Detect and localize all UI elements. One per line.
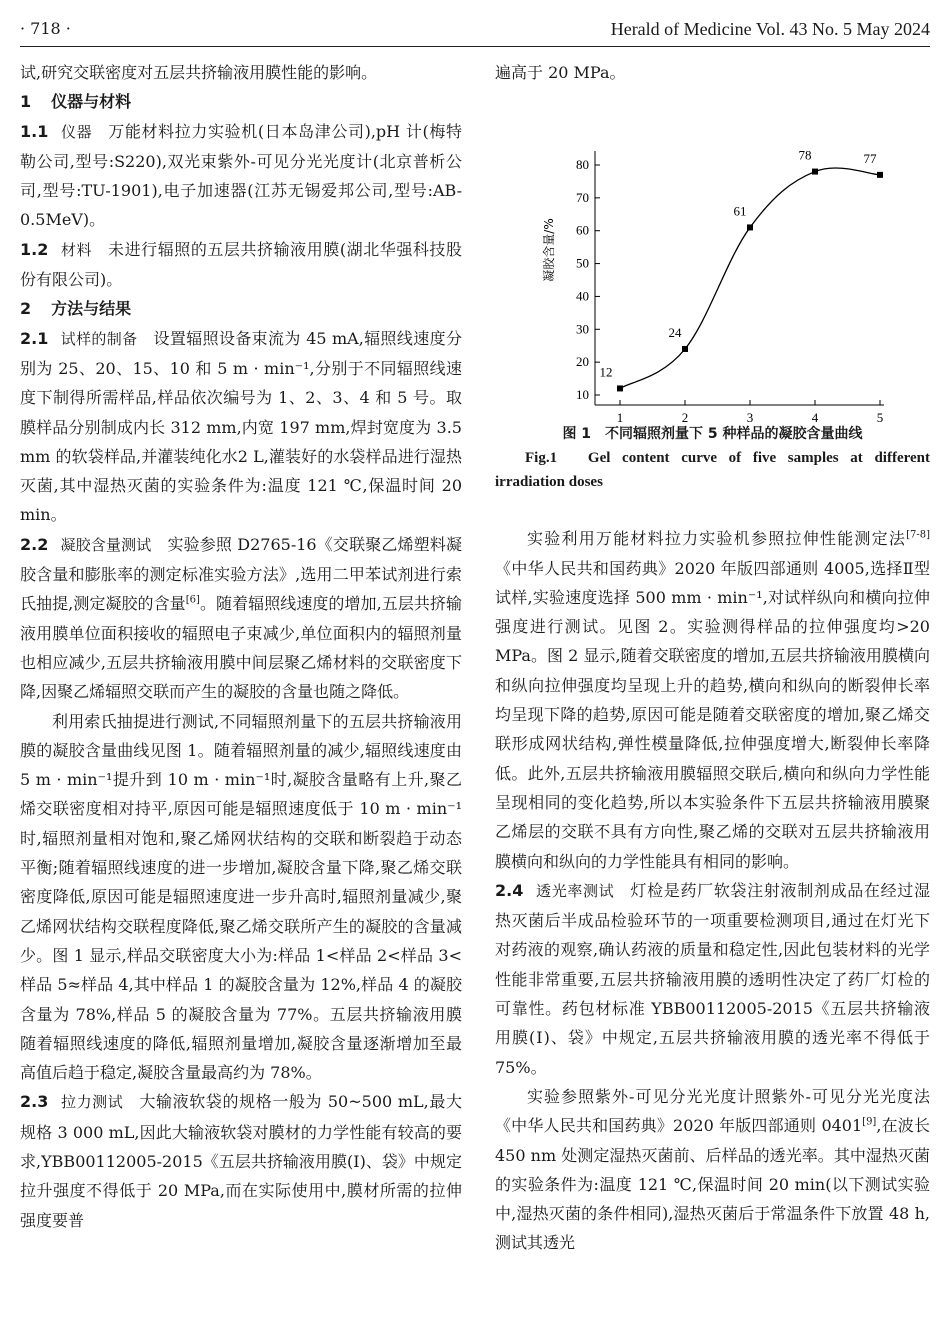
page-number: · 718 ·: [20, 19, 71, 38]
y-tick-label: 70: [576, 190, 589, 206]
section-number: 2: [20, 299, 32, 319]
data-point: [812, 169, 818, 175]
paragraph-text: 万能材料拉力实验机(日本岛津公司),pH 计(梅特勒公司,型号:S220),双光束紫外-可见分光光度计(北京普析公司,型号:TU-1901),电子加速器(江苏无锡爱邦公司,型号:AB-0.5MeV)。: [20, 121, 462, 230]
paragraph: [495, 524, 930, 876]
data-label: 77: [863, 151, 877, 167]
paragraph-text: ,在波长 450 nm 处测定湿热灭菌前、后样品的透光率。其中湿热灭菌的实验条件为:温度 121 ℃,保温时间 20 min(以下测试实验中,湿热灭菌的条件相同),湿热灭菌后于常温条件下放置 48 h,测试其透光: [495, 1116, 930, 1253]
paragraph-text: 大输液软袋的规格一般为 50~500 mL,最大规格 3 000 mL,因此大输液软袋对膜材的力学性能有较高的要求,YBB00112005-2015《五层共挤输液用膜(Ⅰ)、袋》中规定拉升强度不得低于 20 MPa,而在实际使用中,膜材所需的拉伸强度要普: [20, 1092, 462, 1230]
series-line: [620, 168, 880, 388]
data-label: 24: [668, 325, 682, 341]
subsection-number: 2.4: [495, 880, 524, 900]
x-tick-label: 2: [681, 410, 689, 423]
paragraph-text: 未进行辐照的五层共挤输液用膜(湖北华强科技股份有限公司)。: [20, 239, 462, 290]
left-column: [20, 58, 462, 1235]
y-tick-label: 10: [576, 387, 589, 403]
y-axis-label: 凝胶含量/%: [542, 218, 556, 283]
paragraph: [20, 530, 462, 707]
y-tick-label: 20: [576, 354, 589, 370]
paragraph: 试,研究交联密度对五层共挤输液用膜性能的影响。: [20, 63, 378, 82]
page-header: [20, 14, 930, 47]
x-tick-label: 3: [746, 410, 754, 423]
paragraph: [20, 117, 462, 235]
paragraph-text: 实验参照紫外-可见分光光度计照紫外-可见分光光度法《中华人民共和国药典》2020 年版四部通则 0401: [495, 1086, 930, 1136]
y-tick-label: 40: [576, 288, 589, 304]
subsection-title: 仪器: [60, 122, 93, 141]
paragraph: 遍高于 20 MPa。: [495, 63, 626, 82]
paragraph: [495, 1082, 930, 1258]
section-heading: [20, 294, 462, 323]
paragraph-text: 实验参照 D2765-16《交联聚乙烯塑料凝胶含量和膨胀率的测定标准实验方法》,选用二甲苯试剂进行索氏抽提,测定凝胶的含量: [20, 534, 462, 614]
paragraph: [20, 1087, 462, 1234]
x-tick-label: 1: [616, 410, 624, 423]
subsection-number: 1.2: [20, 239, 49, 259]
data-label: 78: [798, 147, 812, 163]
paragraph-text: 。随着辐照线速度的增加,五层共挤输液用膜单位面积接收的辐照电子束减少,单位面积内的辐照剂量也相应减少,五层共挤输液用膜中间层聚乙烯材料的交联密度下降,因聚乙烯辐照交联而产生的凝胶的含量也随之降低。: [20, 594, 462, 702]
paragraph-text: 设置辐照设备束流为 45 mA,辐照线速度分别为 25、20、15、10 和 5 m · min⁻¹,分别于不同辐照线速度下制得所需样品,样品依次编号为 1、2、3、4 和 5 号。取膜样品分别制成内长 312 mm,内宽 197 mm,焊封宽度为 3.5 mm 的软袋样品,并灌装纯化水2 L,灌装好的水袋样品进行湿热灭菌,其中湿热灭菌的实验条件为:温度 121 ℃,保温时间 20 min。: [20, 328, 462, 525]
paragraph-text: 实验利用万能材料拉力实验机参照拉伸性能测定法: [527, 529, 907, 549]
y-tick-label: 60: [576, 223, 589, 239]
data-point: [877, 172, 883, 178]
paragraph-text: 《中华人民共和国药典》2020 年版四部通则 4005,选择Ⅱ型试样,实验速度选择 500 mm · min⁻¹,对试样纵向和横向拉伸强度进行测试。见图 2。实验测得样品的拉伸强度均>20 MPa。图 2 显示,随着交联密度的增加,五层共挤输液用膜横向和纵向拉伸强度均呈现上升的趋势,横向和纵向的断裂伸长率均呈现下降的趋势,原因可能是随着交联密度的增加,聚乙烯交联形成网状结构,弹性模量降低,拉伸强度增大,断裂伸长率降低。此外,五层共挤输液用膜辐照交联后,横向和纵向力学性能呈现相同的变化趋势,所以本实验条件下五层共挤输液用膜聚乙烯层的交联不具有方向性,聚乙烯的交联对五层共挤输液用膜横向和纵向的力学性能具有相同的影响。: [495, 558, 930, 871]
x-tick-label: 5: [876, 410, 884, 423]
subsection-title: 试样的制备: [60, 329, 138, 348]
citation-ref: [9]: [862, 1116, 877, 1128]
paragraph: 利用索氏抽提进行测试,不同辐照剂量下的五层共挤输液用膜的凝胶含量曲线见图 1。随着辐照剂量的减少,辐照线速度由 5 m · min⁻¹提升到 10 m · min⁻¹时,凝胶含量略有上升,聚乙烯交联密度相对持平,原因可能是辐照速度低于 10 m · min⁻¹时,辐照剂量相对饱和,聚乙烯网状结构的交联和断裂趋于动态平衡;随着辐照线速度的进一步增加,凝胶含量下降,聚乙烯交联密度降低,原因可能是辐照速度进一步升高时,辐照剂量减少,聚乙烯网状结构交联程度降低,聚乙烯交联所产生的凝胶的含量减少。图 1 显示,样品交联密度大小为:样品 1<样品 2<样品 3<样品 5≈样品 4,其中样品 1 的凝胶含量为 12%,样品 4 的凝胶含量为 78%,样品 5 的凝胶含量为 77%。五层共挤输液用膜随着辐照线速度的降低,辐照剂量增加,凝胶含量逐渐增加至最高值后趋于稳定,凝胶含量最高约为 78%。: [20, 711, 462, 1083]
gel-content-chart: [495, 87, 930, 422]
subsection-title: 凝胶含量测试: [60, 535, 152, 554]
data-label: 12: [599, 364, 613, 380]
y-tick-label: 30: [576, 321, 589, 337]
section-title: 方法与结果: [51, 299, 132, 319]
y-tick-label: 80: [576, 157, 589, 173]
subsection-title: 透光率测试: [535, 881, 615, 900]
data-label: 61: [733, 203, 747, 219]
subsection-number: 2.3: [20, 1092, 49, 1112]
section-title: 仪器与材料: [51, 92, 132, 112]
subsection-number: 2.2: [20, 534, 49, 554]
figure-caption-cn: 图 1 不同辐照剂量下 5 种样品的凝胶含量曲线: [562, 426, 863, 443]
data-point: [747, 225, 753, 231]
subsection-number: 2.1: [20, 328, 49, 348]
right-column: [495, 58, 930, 1258]
paragraph: [495, 876, 930, 1082]
subsection-number: 1.1: [20, 121, 49, 141]
subsection-title: 材料: [60, 240, 93, 259]
citation-ref: [6]: [185, 595, 200, 607]
data-point: [617, 386, 623, 392]
section-heading: [20, 87, 462, 116]
paragraph: [20, 235, 462, 295]
journal-title: Herald of Medicine Vol. 43 No. 5 May 2024: [610, 19, 930, 39]
section-number: 1: [20, 92, 32, 112]
x-tick-label: 4: [811, 410, 819, 423]
citation-ref: [7-8]: [906, 529, 930, 541]
paragraph-text: 灯检是药厂软袋注射液制剂成品在经过湿热灭菌后半成品检验环节的一项重要检测项目,通过在灯光下对药液的观察,确认药液的质量和稳定性,因此包装材料的光学性能非常重要,五层共挤输液用膜的透明性决定了药厂灯检的可靠性。药包材标准 YBB00112005-2015《五层共挤输液用膜(Ⅰ)、袋》中规定,五层共挤输液用膜的透光率不得低于 75%。: [495, 880, 930, 1077]
subsection-title: 拉力测试: [60, 1093, 124, 1112]
figure-1: [495, 87, 930, 422]
paragraph: [20, 324, 462, 530]
figure-caption-en: Fig.1 Gel content curve of five samples at different irradiation doses: [495, 450, 930, 491]
y-tick-label: 50: [576, 255, 589, 271]
data-point: [682, 346, 688, 352]
